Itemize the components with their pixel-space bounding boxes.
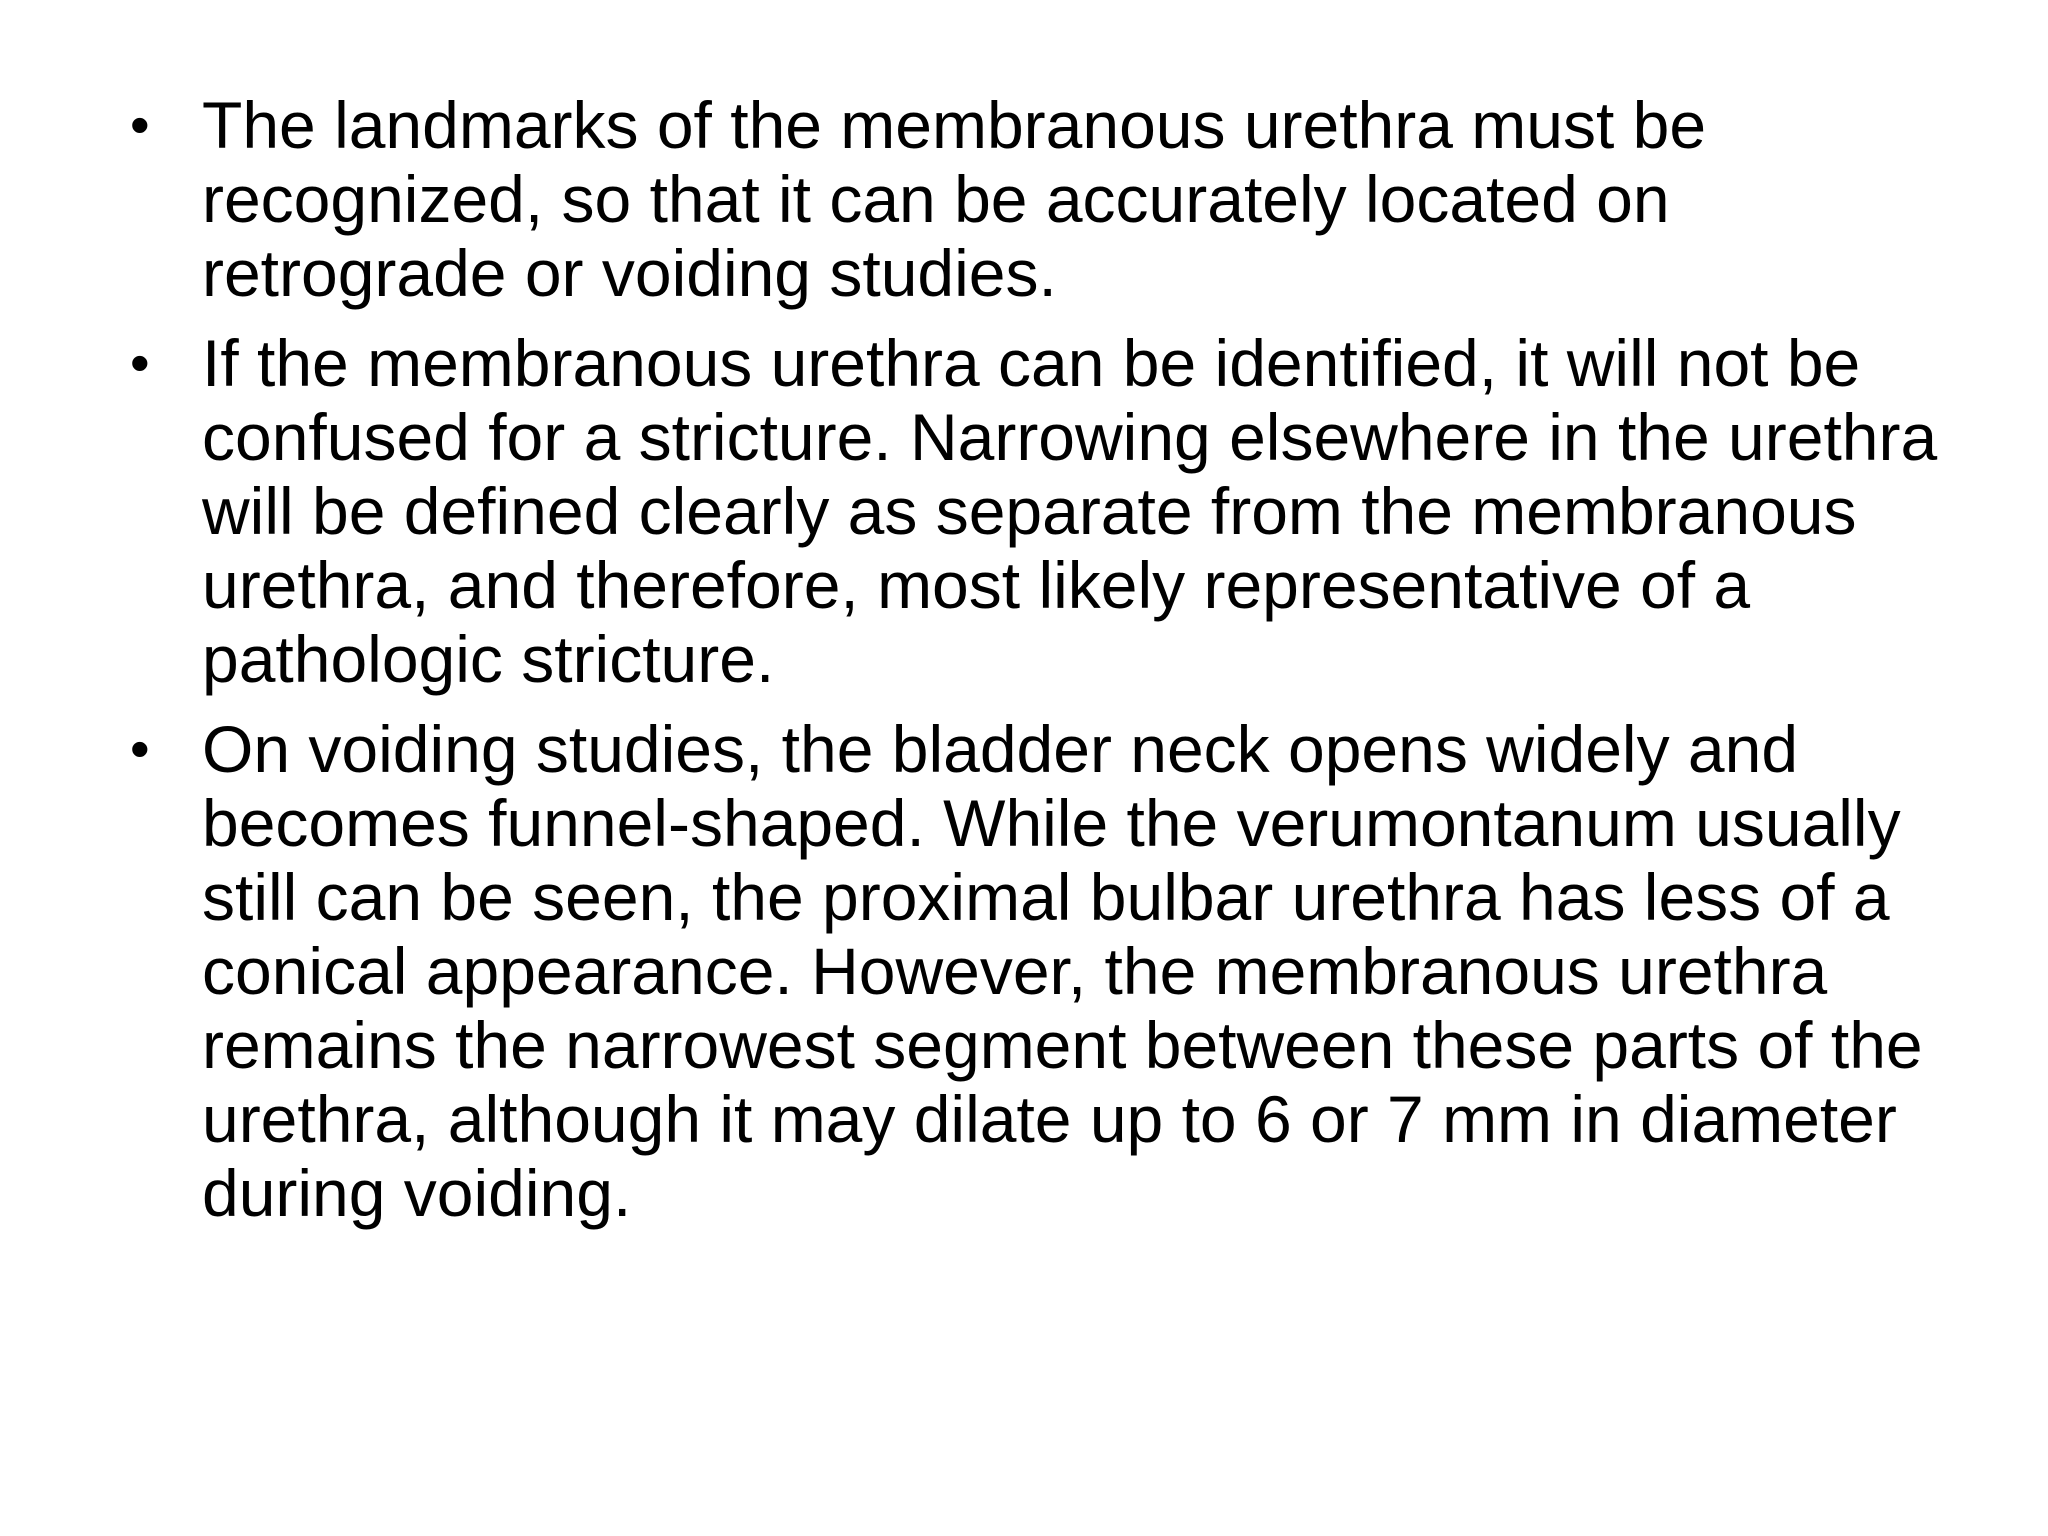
bullet-text: The landmarks of the membranous urethra must be recognized, so that it can be accurately located on retrograde or voiding studies. (202, 88, 1707, 310)
bullet-item (130, 712, 1980, 1230)
bullet-marker: • (130, 331, 150, 394)
bullet-list (130, 88, 1980, 1246)
bullet-text: On voiding studies, the bladder neck opens widely and becomes funnel-shaped. While the verumontanum usually still can be seen, the proximal bulbar urethra has less of a conical appearance. However, the membranous urethra remains the narrowest segment between these parts of the urethra, although it may dilate up to 6 or 7 mm in diameter during voiding. (202, 712, 1923, 1230)
bullet-text: If the membranous urethra can be identified, it will not be confused for a stricture. Narrowing elsewhere in the urethra will be defined clearly as separate from the membranous urethra, and therefore, most likely representative of a pathologic stricture. (202, 326, 1938, 696)
bullet-item (130, 88, 1980, 310)
bullet-item (130, 326, 1980, 696)
bullet-marker: • (130, 717, 150, 780)
bullet-marker: • (130, 93, 150, 156)
